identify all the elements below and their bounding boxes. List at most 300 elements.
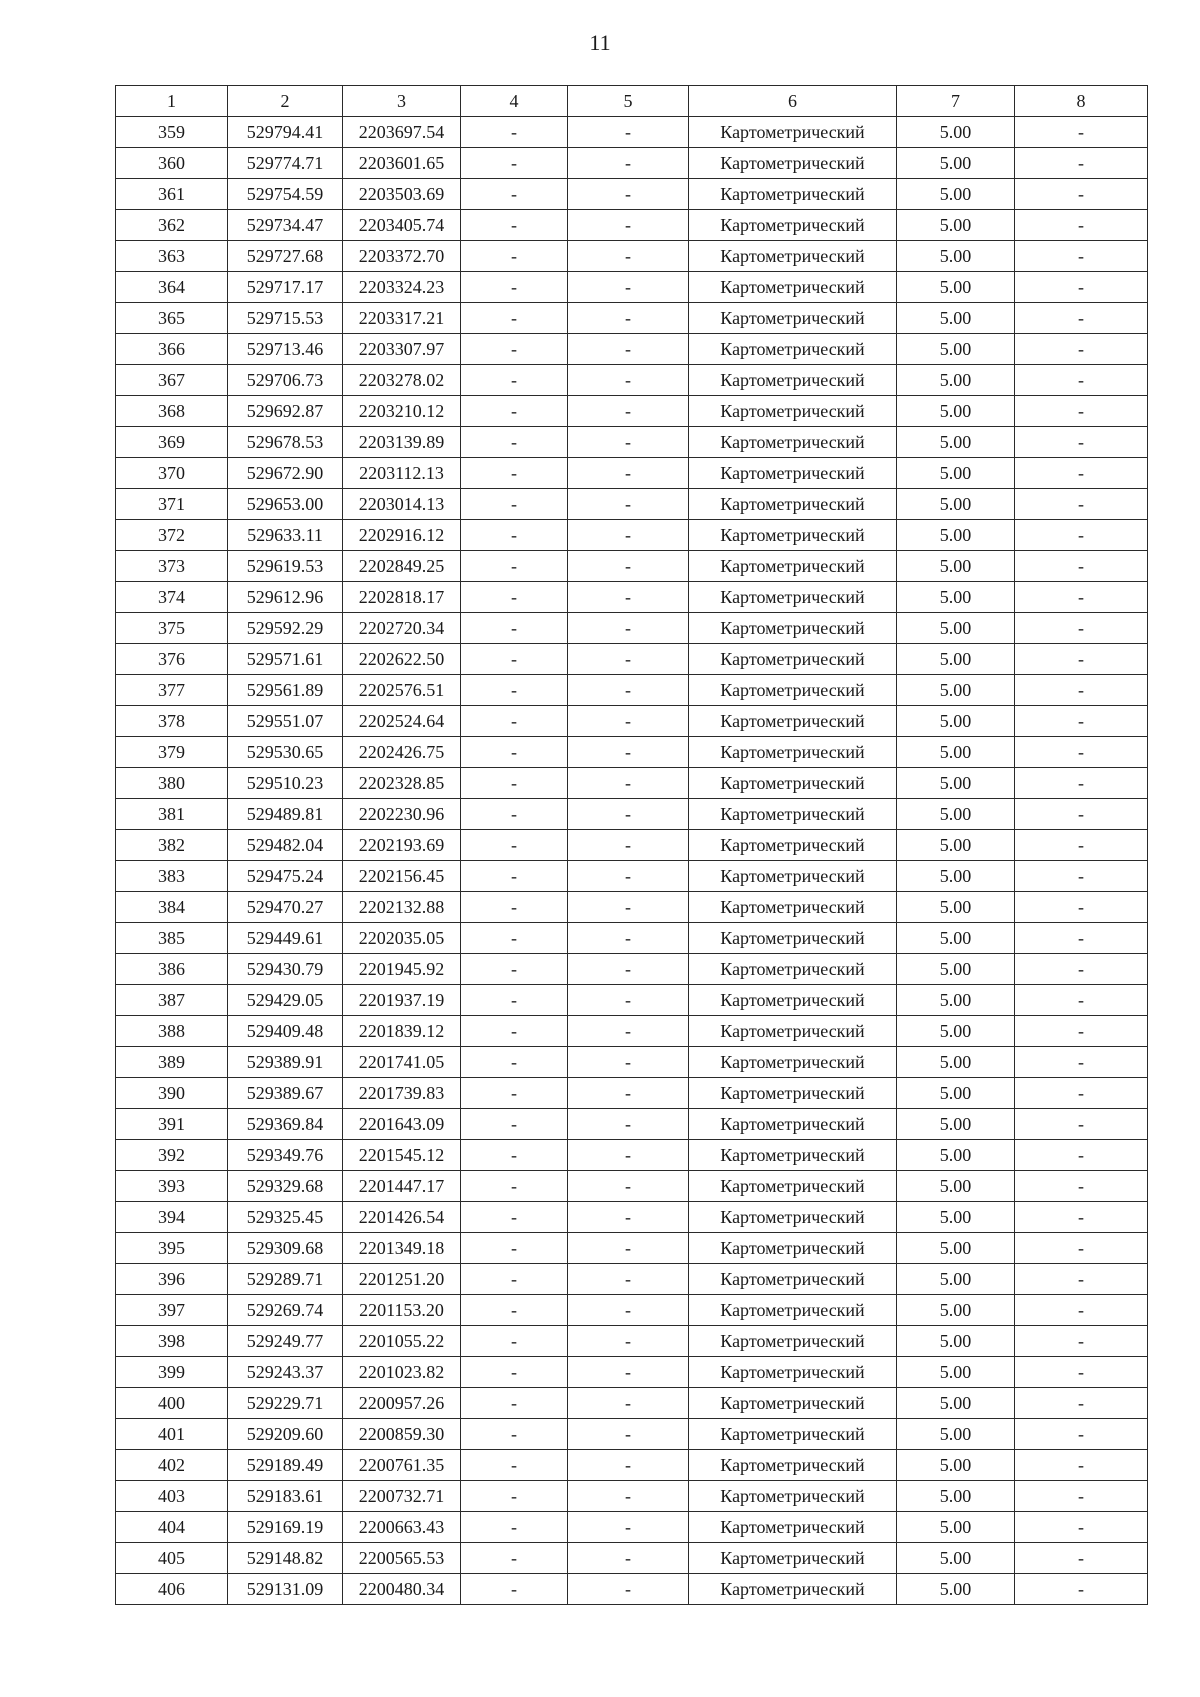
table-row: [116, 1574, 1148, 1605]
table-cell-col-8: -: [1015, 1481, 1148, 1512]
column-header-3: 3: [343, 86, 461, 117]
table-cell-col-7: 5.00: [897, 1202, 1015, 1233]
table-cell-col-8: -: [1015, 272, 1148, 303]
table-cell-col-2: 529774.71: [228, 148, 343, 179]
table-cell-col-3: 2203307.97: [343, 334, 461, 365]
table-cell-col-2: 529633.11: [228, 520, 343, 551]
table-cell-col-3: 2202916.12: [343, 520, 461, 551]
table-cell-col-3: 2202035.05: [343, 923, 461, 954]
table-cell-col-3: 2200859.30: [343, 1419, 461, 1450]
table-cell-col-2: 529349.76: [228, 1140, 343, 1171]
table-row: [116, 892, 1148, 923]
table-cell-col-1: 360: [116, 148, 228, 179]
table-cell-col-6: Картометрический: [689, 396, 897, 427]
table-cell-col-6: Картометрический: [689, 117, 897, 148]
table-cell-col-3: 2203697.54: [343, 117, 461, 148]
table-cell-col-5: -: [568, 241, 689, 272]
column-header-1: 1: [116, 86, 228, 117]
table-cell-col-2: 529551.07: [228, 706, 343, 737]
table-cell-col-5: -: [568, 1419, 689, 1450]
table-cell-col-3: 2201945.92: [343, 954, 461, 985]
table-cell-col-8: -: [1015, 861, 1148, 892]
table-cell-col-7: 5.00: [897, 1016, 1015, 1047]
table-cell-col-3: 2203210.12: [343, 396, 461, 427]
table-cell-col-1: 384: [116, 892, 228, 923]
table-cell-col-4: -: [461, 706, 568, 737]
table-cell-col-1: 373: [116, 551, 228, 582]
table-cell-col-8: -: [1015, 582, 1148, 613]
table-cell-col-1: 378: [116, 706, 228, 737]
table-cell-col-5: -: [568, 1512, 689, 1543]
table-row: [116, 396, 1148, 427]
table-cell-col-6: Картометрический: [689, 427, 897, 458]
table-cell-col-1: 370: [116, 458, 228, 489]
table-cell-col-5: -: [568, 117, 689, 148]
table-cell-col-6: Картометрический: [689, 1047, 897, 1078]
table-cell-col-6: Картометрический: [689, 985, 897, 1016]
table-cell-col-3: 2200732.71: [343, 1481, 461, 1512]
table-cell-col-1: 382: [116, 830, 228, 861]
table-cell-col-7: 5.00: [897, 210, 1015, 241]
table-cell-col-8: -: [1015, 737, 1148, 768]
table-cell-col-6: Картометрический: [689, 1078, 897, 1109]
table-cell-col-7: 5.00: [897, 1388, 1015, 1419]
table-cell-col-1: 383: [116, 861, 228, 892]
table-cell-col-2: 529249.77: [228, 1326, 343, 1357]
table-cell-col-3: 2201839.12: [343, 1016, 461, 1047]
table-cell-col-4: -: [461, 489, 568, 520]
table-cell-col-7: 5.00: [897, 923, 1015, 954]
table-cell-col-6: Картометрический: [689, 1357, 897, 1388]
table-cell-col-7: 5.00: [897, 985, 1015, 1016]
table-row: [116, 1202, 1148, 1233]
table-cell-col-5: -: [568, 1109, 689, 1140]
table-cell-col-1: 385: [116, 923, 228, 954]
table-cell-col-2: 529389.91: [228, 1047, 343, 1078]
table-cell-col-1: 372: [116, 520, 228, 551]
table-cell-col-4: -: [461, 1171, 568, 1202]
table-cell-col-4: -: [461, 303, 568, 334]
table-cell-col-4: -: [461, 1388, 568, 1419]
table-cell-col-5: -: [568, 985, 689, 1016]
table-cell-col-5: -: [568, 1016, 689, 1047]
table-row: [116, 985, 1148, 1016]
table-cell-col-1: 396: [116, 1264, 228, 1295]
table-cell-col-6: Картометрический: [689, 489, 897, 520]
table-cell-col-2: 529754.59: [228, 179, 343, 210]
table-cell-col-7: 5.00: [897, 489, 1015, 520]
table-cell-col-5: -: [568, 551, 689, 582]
table-cell-col-3: 2201023.82: [343, 1357, 461, 1388]
table-cell-col-4: -: [461, 1109, 568, 1140]
table-cell-col-6: Картометрический: [689, 241, 897, 272]
table-cell-col-4: -: [461, 954, 568, 985]
table-cell-col-5: -: [568, 923, 689, 954]
table-cell-col-7: 5.00: [897, 799, 1015, 830]
table-cell-col-1: 392: [116, 1140, 228, 1171]
table-cell-col-8: -: [1015, 1016, 1148, 1047]
table-cell-col-4: -: [461, 1357, 568, 1388]
table-cell-col-7: 5.00: [897, 1419, 1015, 1450]
table-cell-col-5: -: [568, 210, 689, 241]
table-cell-col-8: -: [1015, 489, 1148, 520]
table-row: [116, 489, 1148, 520]
table-cell-col-1: 359: [116, 117, 228, 148]
coordinates-table: [115, 85, 1148, 1605]
table-cell-col-1: 403: [116, 1481, 228, 1512]
table-row: [116, 1543, 1148, 1574]
table-cell-col-5: -: [568, 644, 689, 675]
table-cell-col-7: 5.00: [897, 1078, 1015, 1109]
table-cell-col-6: Картометрический: [689, 1233, 897, 1264]
table-cell-col-5: -: [568, 1574, 689, 1605]
table-cell-col-2: 529325.45: [228, 1202, 343, 1233]
table-cell-col-4: -: [461, 427, 568, 458]
table-cell-col-7: 5.00: [897, 1357, 1015, 1388]
table-cell-col-8: -: [1015, 1109, 1148, 1140]
table-cell-col-8: -: [1015, 954, 1148, 985]
table-cell-col-5: -: [568, 675, 689, 706]
table-cell-col-6: Картометрический: [689, 923, 897, 954]
table-cell-col-7: 5.00: [897, 1326, 1015, 1357]
table-cell-col-8: -: [1015, 706, 1148, 737]
table-cell-col-4: -: [461, 210, 568, 241]
table-cell-col-5: -: [568, 427, 689, 458]
table-cell-col-2: 529229.71: [228, 1388, 343, 1419]
table-cell-col-6: Картометрический: [689, 706, 897, 737]
table-cell-col-6: Картометрический: [689, 1171, 897, 1202]
table-cell-col-2: 529713.46: [228, 334, 343, 365]
table-cell-col-8: -: [1015, 241, 1148, 272]
table-cell-col-3: 2203372.70: [343, 241, 461, 272]
table-cell-col-7: 5.00: [897, 272, 1015, 303]
table-cell-col-2: 529571.61: [228, 644, 343, 675]
table-cell-col-7: 5.00: [897, 1543, 1015, 1574]
table-cell-col-6: Картометрический: [689, 334, 897, 365]
table-cell-col-1: 402: [116, 1450, 228, 1481]
table-cell-col-1: 391: [116, 1109, 228, 1140]
table-cell-col-6: Картометрический: [689, 148, 897, 179]
column-header-4: 4: [461, 86, 568, 117]
table-cell-col-4: -: [461, 861, 568, 892]
table-cell-col-8: -: [1015, 365, 1148, 396]
table-cell-col-1: 368: [116, 396, 228, 427]
table-cell-col-7: 5.00: [897, 830, 1015, 861]
table-cell-col-8: -: [1015, 334, 1148, 365]
table-row: [116, 148, 1148, 179]
table-cell-col-8: -: [1015, 1388, 1148, 1419]
table-cell-col-5: -: [568, 1357, 689, 1388]
table-row: [116, 1481, 1148, 1512]
column-header-6: 6: [689, 86, 897, 117]
table-cell-col-4: -: [461, 1202, 568, 1233]
table-cell-col-7: 5.00: [897, 303, 1015, 334]
table-cell-col-5: -: [568, 334, 689, 365]
table-cell-col-2: 529619.53: [228, 551, 343, 582]
table-cell-col-4: -: [461, 1140, 568, 1171]
table-cell-col-2: 529715.53: [228, 303, 343, 334]
table-cell-col-7: 5.00: [897, 861, 1015, 892]
table-cell-col-3: 2202622.50: [343, 644, 461, 675]
table-body: [116, 117, 1148, 1605]
column-header-5: 5: [568, 86, 689, 117]
table-cell-col-2: 529169.19: [228, 1512, 343, 1543]
table-cell-col-5: -: [568, 892, 689, 923]
table-cell-col-4: -: [461, 241, 568, 272]
table-cell-col-5: -: [568, 706, 689, 737]
table-row: [116, 303, 1148, 334]
table-cell-col-3: 2201739.83: [343, 1078, 461, 1109]
table-cell-col-1: 399: [116, 1357, 228, 1388]
table-row: [116, 1388, 1148, 1419]
table-row: [116, 334, 1148, 365]
table-row: [116, 458, 1148, 489]
table-cell-col-2: 529183.61: [228, 1481, 343, 1512]
table-cell-col-6: Картометрический: [689, 1295, 897, 1326]
table-cell-col-3: 2200663.43: [343, 1512, 461, 1543]
table-row: [116, 1357, 1148, 1388]
table-cell-col-4: -: [461, 737, 568, 768]
table-cell-col-1: 380: [116, 768, 228, 799]
table-cell-col-4: -: [461, 923, 568, 954]
table-cell-col-6: Картометрический: [689, 272, 897, 303]
table-cell-col-5: -: [568, 520, 689, 551]
table-cell-col-1: 406: [116, 1574, 228, 1605]
table-cell-col-6: Картометрический: [689, 551, 897, 582]
table-cell-col-1: 375: [116, 613, 228, 644]
table-cell-col-1: 376: [116, 644, 228, 675]
table-cell-col-3: 2203112.13: [343, 458, 461, 489]
table-cell-col-1: 390: [116, 1078, 228, 1109]
table-row: [116, 861, 1148, 892]
table-cell-col-8: -: [1015, 179, 1148, 210]
table-cell-col-6: Картометрический: [689, 1016, 897, 1047]
table-cell-col-8: -: [1015, 1357, 1148, 1388]
table-cell-col-3: 2203405.74: [343, 210, 461, 241]
table-cell-col-8: -: [1015, 1140, 1148, 1171]
table-cell-col-8: -: [1015, 303, 1148, 334]
table-cell-col-2: 529706.73: [228, 365, 343, 396]
table-cell-col-5: -: [568, 799, 689, 830]
table-cell-col-3: 2202818.17: [343, 582, 461, 613]
table-cell-col-4: -: [461, 334, 568, 365]
table-cell-col-8: -: [1015, 1295, 1148, 1326]
table-cell-col-2: 529489.81: [228, 799, 343, 830]
table-cell-col-2: 529369.84: [228, 1109, 343, 1140]
table-row: [116, 1171, 1148, 1202]
table-cell-col-1: 386: [116, 954, 228, 985]
table-cell-col-4: -: [461, 1047, 568, 1078]
table-cell-col-5: -: [568, 272, 689, 303]
table-cell-col-6: Картометрический: [689, 1419, 897, 1450]
table-cell-col-4: -: [461, 1481, 568, 1512]
table-cell-col-6: Картометрический: [689, 1450, 897, 1481]
table-cell-col-8: -: [1015, 768, 1148, 799]
table-cell-col-3: 2202720.34: [343, 613, 461, 644]
table-cell-col-5: -: [568, 179, 689, 210]
table-cell-col-6: Картометрический: [689, 1512, 897, 1543]
table-cell-col-7: 5.00: [897, 1264, 1015, 1295]
table-cell-col-2: 529209.60: [228, 1419, 343, 1450]
table-cell-col-3: 2201643.09: [343, 1109, 461, 1140]
table-cell-col-2: 529470.27: [228, 892, 343, 923]
table-cell-col-6: Картометрический: [689, 582, 897, 613]
table-cell-col-8: -: [1015, 1326, 1148, 1357]
table-cell-col-6: Картометрический: [689, 1481, 897, 1512]
table-cell-col-4: -: [461, 613, 568, 644]
table-cell-col-8: -: [1015, 1264, 1148, 1295]
table-cell-col-8: -: [1015, 1419, 1148, 1450]
table-cell-col-2: 529653.00: [228, 489, 343, 520]
table-cell-col-7: 5.00: [897, 1109, 1015, 1140]
table-cell-col-3: 2201251.20: [343, 1264, 461, 1295]
table-cell-col-8: -: [1015, 1574, 1148, 1605]
table-cell-col-4: -: [461, 1016, 568, 1047]
table-cell-col-2: 529429.05: [228, 985, 343, 1016]
table-row: [116, 520, 1148, 551]
table-cell-col-4: -: [461, 582, 568, 613]
table-cell-col-4: -: [461, 1574, 568, 1605]
table-cell-col-7: 5.00: [897, 675, 1015, 706]
table-cell-col-2: 529475.24: [228, 861, 343, 892]
table-cell-col-1: 366: [116, 334, 228, 365]
table-cell-col-1: 381: [116, 799, 228, 830]
table-cell-col-7: 5.00: [897, 1481, 1015, 1512]
table-cell-col-8: -: [1015, 613, 1148, 644]
table-cell-col-6: Картометрический: [689, 520, 897, 551]
table-cell-col-5: -: [568, 1202, 689, 1233]
table-cell-col-6: Картометрический: [689, 1109, 897, 1140]
table-cell-col-4: -: [461, 1543, 568, 1574]
table-cell-col-6: Картометрический: [689, 1140, 897, 1171]
table-cell-col-3: 2201349.18: [343, 1233, 461, 1264]
table-cell-col-1: 395: [116, 1233, 228, 1264]
table-cell-col-5: -: [568, 1047, 689, 1078]
table-cell-col-3: 2203278.02: [343, 365, 461, 396]
table-cell-col-1: 389: [116, 1047, 228, 1078]
table-cell-col-6: Картометрический: [689, 179, 897, 210]
table-cell-col-8: -: [1015, 117, 1148, 148]
table-cell-col-5: -: [568, 1264, 689, 1295]
table-cell-col-8: -: [1015, 210, 1148, 241]
table-cell-col-5: -: [568, 1481, 689, 1512]
table-row: [116, 210, 1148, 241]
table-cell-col-7: 5.00: [897, 1140, 1015, 1171]
table-cell-col-1: 388: [116, 1016, 228, 1047]
table-row: [116, 582, 1148, 613]
table-cell-col-4: -: [461, 520, 568, 551]
table-cell-col-5: -: [568, 768, 689, 799]
table-row: [116, 1109, 1148, 1140]
table-row: [116, 551, 1148, 582]
table-cell-col-2: 529692.87: [228, 396, 343, 427]
table-cell-col-8: -: [1015, 396, 1148, 427]
table-cell-col-7: 5.00: [897, 458, 1015, 489]
table-cell-col-5: -: [568, 830, 689, 861]
table-cell-col-4: -: [461, 1512, 568, 1543]
table-cell-col-2: 529449.61: [228, 923, 343, 954]
table-header: [116, 86, 1148, 117]
table-cell-col-7: 5.00: [897, 396, 1015, 427]
table-cell-col-8: -: [1015, 427, 1148, 458]
table-row: [116, 1047, 1148, 1078]
table-cell-col-1: 371: [116, 489, 228, 520]
table-cell-col-3: 2201741.05: [343, 1047, 461, 1078]
table-cell-col-1: 401: [116, 1419, 228, 1450]
table-cell-col-6: Картометрический: [689, 675, 897, 706]
table-row: [116, 1326, 1148, 1357]
page-number: 11: [589, 30, 611, 55]
table-cell-col-8: -: [1015, 644, 1148, 675]
table-cell-col-3: 2203324.23: [343, 272, 461, 303]
table-cell-col-2: 529148.82: [228, 1543, 343, 1574]
table-cell-col-4: -: [461, 768, 568, 799]
table-cell-col-6: Картометрический: [689, 892, 897, 923]
table-row: [116, 1078, 1148, 1109]
table-cell-col-6: Картометрический: [689, 954, 897, 985]
table-cell-col-4: -: [461, 148, 568, 179]
table-row: [116, 365, 1148, 396]
table-cell-col-6: Картометрический: [689, 737, 897, 768]
table-cell-col-2: 529243.37: [228, 1357, 343, 1388]
table-cell-col-8: -: [1015, 892, 1148, 923]
column-header-7: 7: [897, 86, 1015, 117]
table-cell-col-5: -: [568, 613, 689, 644]
table-cell-col-1: 369: [116, 427, 228, 458]
table-row: [116, 768, 1148, 799]
table-cell-col-3: 2203601.65: [343, 148, 461, 179]
table-cell-col-7: 5.00: [897, 148, 1015, 179]
table-cell-col-7: 5.00: [897, 520, 1015, 551]
table-cell-col-5: -: [568, 458, 689, 489]
column-header-8: 8: [1015, 86, 1148, 117]
table-cell-col-2: 529189.49: [228, 1450, 343, 1481]
table-cell-col-8: -: [1015, 1202, 1148, 1233]
table-cell-col-3: 2200761.35: [343, 1450, 461, 1481]
table-cell-col-6: Картометрический: [689, 303, 897, 334]
table-cell-col-8: -: [1015, 520, 1148, 551]
table-cell-col-4: -: [461, 1419, 568, 1450]
table-row: [116, 799, 1148, 830]
table-cell-col-7: 5.00: [897, 768, 1015, 799]
table-row: [116, 675, 1148, 706]
table-cell-col-1: 361: [116, 179, 228, 210]
table-row: [116, 1140, 1148, 1171]
table-cell-col-6: Картометрический: [689, 830, 897, 861]
table-cell-col-1: 363: [116, 241, 228, 272]
table-row: [116, 613, 1148, 644]
table-row: [116, 737, 1148, 768]
table-cell-col-3: 2201055.22: [343, 1326, 461, 1357]
header-row: [116, 86, 1148, 117]
table-cell-col-7: 5.00: [897, 737, 1015, 768]
table-cell-col-2: 529592.29: [228, 613, 343, 644]
table-cell-col-1: 377: [116, 675, 228, 706]
table-cell-col-8: -: [1015, 1233, 1148, 1264]
table-cell-col-8: -: [1015, 985, 1148, 1016]
table-cell-col-6: Картометрический: [689, 768, 897, 799]
table-cell-col-3: 2201545.12: [343, 1140, 461, 1171]
table-cell-col-8: -: [1015, 551, 1148, 582]
table-cell-col-6: Картометрический: [689, 458, 897, 489]
table-cell-col-1: 393: [116, 1171, 228, 1202]
table-cell-col-8: -: [1015, 148, 1148, 179]
table-row: [116, 1450, 1148, 1481]
table-cell-col-5: -: [568, 1171, 689, 1202]
table-row: [116, 1016, 1148, 1047]
table-cell-col-5: -: [568, 489, 689, 520]
table-cell-col-1: 374: [116, 582, 228, 613]
